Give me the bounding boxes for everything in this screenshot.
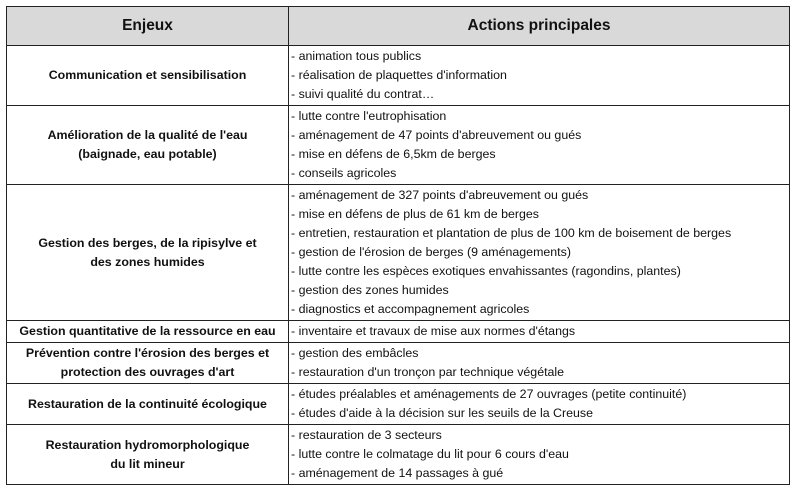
enjeu-label-line: du lit mineur — [110, 456, 185, 471]
enjeu-label-line: des zones humides — [90, 254, 205, 269]
action-item: - lutte contre l'eutrophisation — [291, 109, 447, 123]
action-item: - mise en défens de plus de 61 km de berges — [291, 207, 539, 221]
actions-cell — [289, 343, 790, 384]
action-item: - gestion des zones humides — [291, 283, 449, 297]
document-page — [6, 6, 789, 485]
enjeu-label-line: Gestion des berges, de la ripisylve et — [38, 235, 257, 250]
action-item: - études préalables et aménagements de 27 ouvrages (petite continuité) — [291, 387, 687, 401]
action-item: - aménagement de 47 points d'abreuvement ou gués — [291, 128, 582, 142]
actions-cell — [289, 106, 790, 185]
action-item: - lutte contre le colmatage du lit pour 6 cours d'eau — [291, 447, 569, 461]
action-item: - diagnostics et accompagnement agricoles — [291, 302, 530, 316]
action-item: - inventaire et travaux de mise aux normes d'étangs — [291, 324, 576, 338]
enjeu-cell — [7, 46, 289, 106]
action-item: - lutte contre les espèces exotiques envahissantes (ragondins, plantes) — [291, 264, 681, 278]
enjeu-cell — [7, 343, 289, 384]
action-item: - suivi qualité du contrat… — [291, 87, 435, 101]
table-header — [7, 7, 790, 46]
actions-table — [6, 6, 790, 485]
actions-cell — [289, 384, 790, 425]
enjeu-label-line: protection des ouvrages d'art — [60, 365, 235, 379]
header-actions: Actions principales — [289, 7, 790, 46]
enjeu-label-line: (baignade, eau potable) — [78, 147, 217, 161]
enjeu-label-line: Communication et sensibilisation — [48, 68, 247, 82]
action-item: - aménagement de 327 points d'abreuvement ou gués — [291, 188, 589, 202]
enjeu-label-line: Gestion quantitative de la ressource en eau — [19, 324, 276, 338]
action-item: - mise en défens de 6,5km de berges — [291, 147, 496, 161]
actions-cell — [289, 185, 790, 321]
enjeu-cell — [7, 384, 289, 425]
action-item: - gestion de l'érosion de berges (9 aménagements) — [291, 245, 571, 259]
actions-cell — [289, 425, 790, 485]
enjeu-label-line: Prévention contre l'érosion des berges et — [25, 346, 270, 360]
action-item: - gestion des embâcles — [291, 346, 419, 360]
action-item: - restauration de 3 secteurs — [291, 428, 442, 442]
table-row — [7, 46, 790, 106]
enjeu-cell — [7, 321, 289, 343]
action-item: - réalisation de plaquettes d'information — [291, 68, 507, 82]
enjeu-cell — [7, 185, 289, 321]
action-item: - études d'aide à la décision sur les seuils de la Creuse — [291, 406, 593, 420]
actions-cell — [289, 46, 790, 106]
table-row — [7, 384, 790, 425]
header-enjeux: Enjeux — [7, 7, 289, 46]
action-item: - restauration d'un tronçon par technique végétale — [291, 365, 565, 379]
table-row — [7, 106, 790, 185]
table-body — [7, 46, 790, 485]
enjeu-label-line: Restauration hydromorphologique — [45, 437, 250, 452]
enjeu-cell — [7, 425, 289, 485]
action-item: - entretien, restauration et plantation de plus de 100 km de boisement de berges — [291, 226, 732, 240]
table-row — [7, 185, 790, 321]
table-row — [7, 321, 790, 343]
header-row — [7, 7, 790, 46]
action-item: - animation tous publics — [291, 49, 422, 63]
actions-cell — [289, 321, 790, 343]
action-item: - conseils agricoles — [291, 166, 397, 180]
enjeu-cell — [7, 106, 289, 185]
enjeu-label-line: Restauration de la continuité écologique — [28, 396, 267, 411]
enjeu-label-line: Amélioration de la qualité de l'eau — [47, 128, 248, 142]
table-row — [7, 425, 790, 485]
table-row — [7, 343, 790, 384]
action-item: - aménagement de 14 passages à gué — [291, 466, 504, 480]
